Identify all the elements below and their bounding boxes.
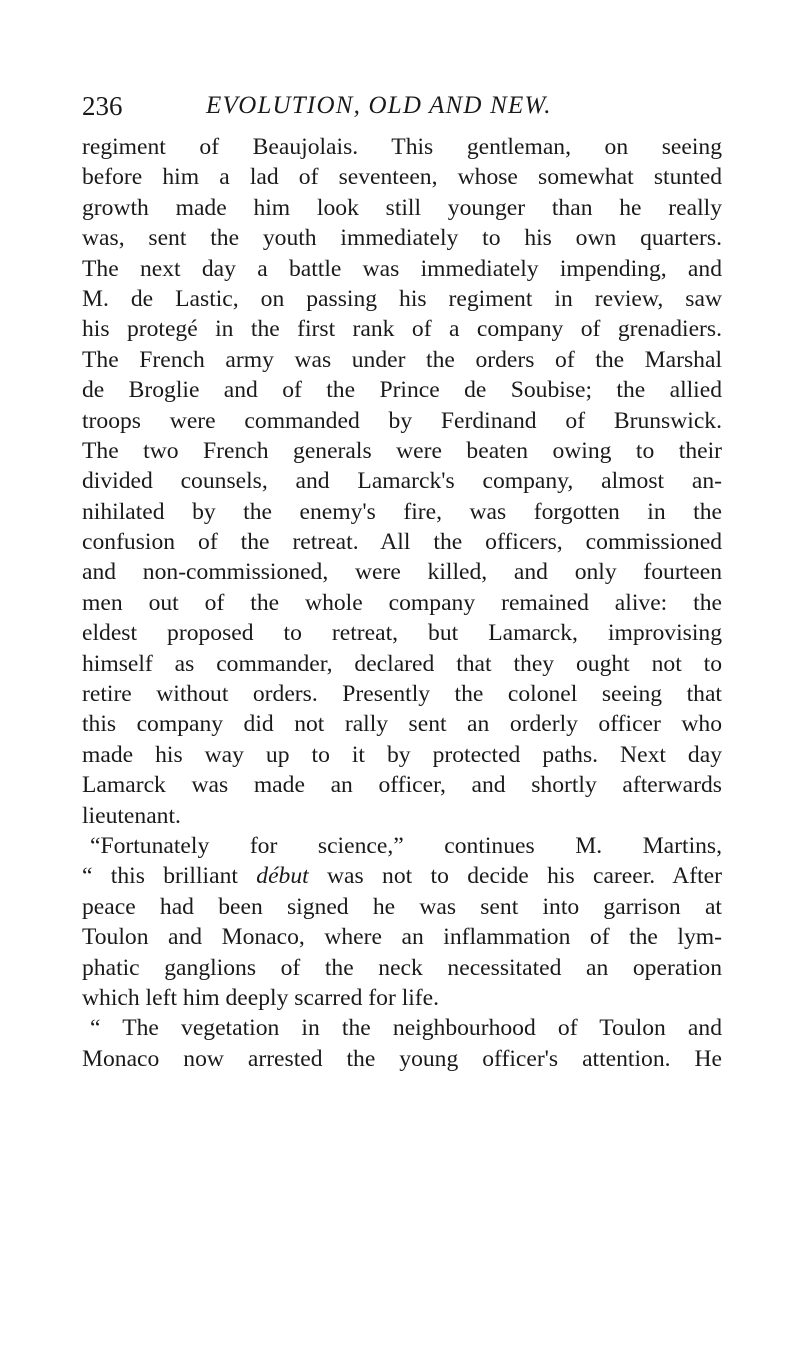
- running-head: [82, 86, 722, 126]
- text-line: divided counsels, and Lamarck's company, almost an-: [82, 468, 722, 495]
- text-line: regiment of Beaujolais. This gentleman, on seeing: [82, 134, 722, 160]
- text-line: confusion of the retreat. All the officers, commissioned: [82, 529, 722, 556]
- text-line: The next day a battle was immediately impending, and: [82, 255, 722, 282]
- text-fragment: was not to decide his career. After: [308, 863, 722, 890]
- text-line: The two French generals were beaten owing to their: [82, 437, 722, 464]
- text-line: growth made him look still younger than he really: [82, 194, 722, 221]
- text-line: nihilated by the enemy's fire, was forgotten in the: [82, 498, 722, 525]
- text-line: retire without orders. Presently the colonel seeing that: [82, 681, 722, 708]
- text-line: was, sent the youth immediately to his own quarters.: [82, 225, 722, 252]
- text-line: peace had been signed he was sent into garrison at: [82, 893, 722, 920]
- text-line: Monaco now arrested the young officer's attention. He: [82, 1045, 722, 1072]
- text-line: troops were commanded by Ferdinand of Brunswick.: [82, 407, 722, 434]
- text-line: himself as commander, declared that they ought not to: [82, 650, 722, 677]
- text-line: M. de Lastic, on passing his regiment in review, saw: [82, 285, 722, 312]
- page-number: 236: [82, 91, 123, 121]
- text-line-with-italic: [82, 861, 722, 891]
- text-fragment: “ this brilliant: [82, 863, 257, 890]
- text-line: men out of the whole company remained alive: the: [82, 589, 722, 616]
- text-line: which left him deeply scarred for life.: [82, 984, 440, 1011]
- running-title: EVOLUTION, OLD AND NEW.: [206, 92, 552, 119]
- text-line: Lamarck was made an officer, and shortly afterwards: [82, 772, 722, 799]
- text-line: The French army was under the orders of the Marshal: [82, 346, 722, 373]
- text-line: de Broglie and of the Prince de Soubise; the allied: [82, 377, 722, 404]
- text-line: “ The vegetation in the neighbourhood of Toulon and: [90, 1015, 722, 1042]
- text-line: this company did not rally sent an orderly officer who: [82, 711, 722, 738]
- italic-word: début: [256, 863, 309, 890]
- text-line: “Fortunately for science,” continues M. Martins,: [90, 832, 722, 859]
- text-line: made his way up to it by protected paths. Next day: [82, 741, 722, 768]
- body-text: [82, 132, 722, 1074]
- text-line: Toulon and Monaco, where an inflammation of the lym-: [82, 924, 722, 951]
- text-line: and non-commissioned, were killed, and only fourteen: [82, 559, 722, 586]
- text-line: before him a lad of seventeen, whose somewhat stunted: [82, 164, 722, 191]
- text-line: lieutenant.: [82, 802, 181, 829]
- text-line: his protegé in the first rank of a company of grenadiers.: [82, 316, 722, 343]
- text-line: phatic ganglions of the neck necessitated an operation: [82, 954, 722, 981]
- text-line: eldest proposed to retreat, but Lamarck, improvising: [82, 620, 722, 647]
